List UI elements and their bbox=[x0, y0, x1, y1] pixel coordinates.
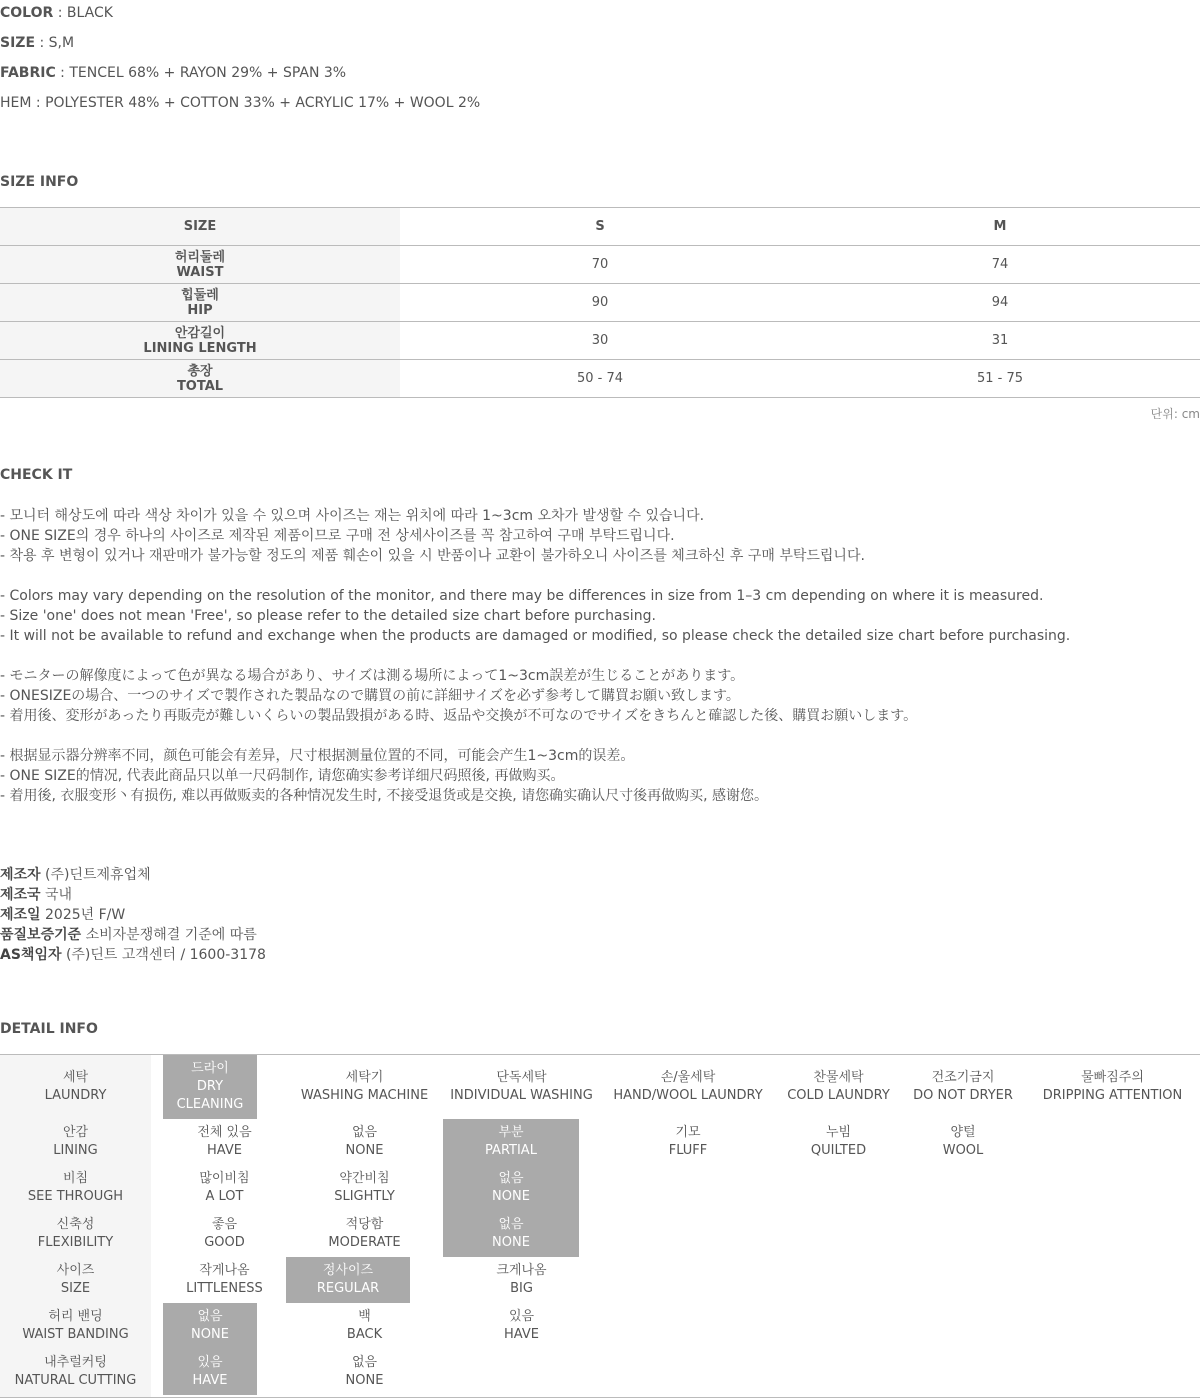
notes-chinese bbox=[0, 746, 1070, 806]
detail-text: 많이비침 bbox=[199, 1171, 250, 1186]
table-row bbox=[0, 284, 1200, 322]
detail-row-label bbox=[0, 1257, 151, 1303]
note-line: - Colors may vary depending on the resolution of the monitor, and there may be differences in size from 1–3 cm depending on where it is measured. bbox=[0, 588, 1044, 604]
row-label-ko: 허리둘레 bbox=[174, 249, 226, 265]
detail-option bbox=[443, 1303, 600, 1349]
row-label-en: WAIST bbox=[176, 264, 224, 280]
notes-japanese bbox=[0, 666, 1070, 726]
detail-option bbox=[901, 1119, 1025, 1165]
detail-text: 크게나옴 bbox=[496, 1263, 547, 1278]
detail-option bbox=[163, 1303, 257, 1349]
row-label bbox=[0, 360, 400, 398]
maker-value: 2025년 F/W bbox=[40, 907, 126, 923]
detail-text: 적당함 bbox=[345, 1217, 384, 1232]
detail-text: HAVE bbox=[207, 1143, 242, 1158]
detail-text: PARTIAL bbox=[485, 1143, 537, 1158]
size-value: 51 - 75 bbox=[800, 360, 1200, 398]
row-label-ko: 힙둘레 bbox=[181, 287, 219, 303]
row-label-ko: 총장 bbox=[187, 363, 213, 379]
spec-value: : TENCEL 68% + RAYON 29% + SPAN 3% bbox=[55, 65, 347, 81]
detail-text: A LOT bbox=[205, 1189, 244, 1204]
detail-text: QUILTED bbox=[810, 1143, 867, 1158]
size-info-title: SIZE INFO bbox=[0, 174, 79, 190]
spec-size bbox=[0, 33, 74, 53]
detail-text: CLEANING bbox=[176, 1097, 244, 1112]
detail-text: 전체 있음 bbox=[197, 1125, 252, 1140]
detail-text: 허리 밴딩 bbox=[48, 1309, 103, 1324]
maker-value: 소비자분쟁해결 기준에 따름 bbox=[81, 927, 257, 943]
size-table-header bbox=[0, 208, 1200, 246]
size-value: 74 bbox=[800, 246, 1200, 284]
detail-text: 누빔 bbox=[825, 1125, 852, 1140]
row-label-en: HIP bbox=[187, 302, 213, 318]
detail-text: 신축성 bbox=[56, 1217, 95, 1232]
note-line: - 착용 후 변형이 있거나 재판매가 불가능할 정도의 제품 훼손이 있을 시 반품이나 교환이 불가하오니 사이즈를 체크하신 후 구매 부탁드립니다. bbox=[0, 548, 865, 564]
table-row bbox=[0, 322, 1200, 360]
detail-text: 안감 bbox=[62, 1125, 89, 1140]
detail-text: 있음 bbox=[508, 1309, 535, 1324]
detail-text: 찬물세탁 bbox=[813, 1070, 864, 1085]
unit-label: 단위: cm bbox=[1150, 407, 1200, 421]
spec-label: HEM bbox=[0, 95, 32, 111]
detail-info-title: DETAIL INFO bbox=[0, 1021, 98, 1037]
detail-option bbox=[163, 1165, 286, 1211]
detail-text: 손/울세탁 bbox=[660, 1070, 716, 1085]
note-line: - 着用後, 衣服变形丶有损伤, 难以再做贩卖的各种情况发生时, 不接受退货或是交换, 请您确实确认尺寸後再做购买, 感谢您。 bbox=[0, 788, 769, 804]
detail-row-label bbox=[0, 1349, 151, 1395]
detail-text: 작게나옴 bbox=[199, 1263, 250, 1278]
detail-option bbox=[600, 1119, 776, 1165]
detail-text: COLD LAUNDRY bbox=[787, 1088, 890, 1103]
spec-label: COLOR bbox=[0, 5, 54, 21]
detail-option bbox=[286, 1303, 443, 1349]
detail-text: NONE bbox=[345, 1373, 384, 1388]
spec-label: SIZE bbox=[0, 35, 36, 51]
detail-text: 부분 bbox=[498, 1125, 524, 1140]
detail-text: WAIST BANDING bbox=[22, 1327, 129, 1342]
detail-text: 있음 bbox=[197, 1355, 223, 1370]
size-value: 50 - 74 bbox=[400, 360, 800, 398]
detail-option bbox=[776, 1119, 901, 1165]
detail-option bbox=[163, 1211, 286, 1257]
note-line: - 着用後、変形があったり再販売が難しいくらいの製品毀損がある時、返品や交換が不可なのでサイズをきちんと確認した後、購買お願いします。 bbox=[0, 708, 918, 724]
size-header-label: SIZE bbox=[0, 208, 400, 246]
detail-text: LINING bbox=[53, 1143, 98, 1158]
note-line: - Size 'one' does not mean 'Free', so please refer to the detailed size chart before purchasing. bbox=[0, 608, 656, 624]
maker-info bbox=[0, 865, 266, 965]
maker-line bbox=[0, 865, 266, 885]
detail-text: DRIPPING ATTENTION bbox=[1042, 1088, 1183, 1103]
maker-line bbox=[0, 905, 266, 925]
detail-option bbox=[286, 1055, 443, 1119]
detail-option bbox=[901, 1055, 1025, 1119]
notes-english bbox=[0, 586, 1070, 646]
detail-text: 내추럴커팅 bbox=[44, 1355, 107, 1370]
detail-text: HAVE bbox=[192, 1373, 228, 1388]
size-table bbox=[0, 207, 1200, 398]
table-row bbox=[0, 246, 1200, 284]
detail-text: WASHING MACHINE bbox=[300, 1088, 429, 1103]
detail-text: 약간비침 bbox=[339, 1171, 390, 1186]
detail-option bbox=[600, 1055, 776, 1119]
detail-option bbox=[286, 1211, 443, 1257]
detail-text: NONE bbox=[191, 1327, 229, 1342]
note-line: - 모니터 해상도에 따라 색상 차이가 있을 수 있으며 사이즈는 재는 위치에 따라 1~3cm 오차가 발생할 수 있습니다. bbox=[0, 508, 705, 524]
detail-text: FLEXIBILITY bbox=[37, 1235, 114, 1250]
spec-value: : BLACK bbox=[53, 5, 113, 21]
maker-value: 국내 bbox=[40, 887, 73, 903]
detail-text: 세탁 bbox=[62, 1070, 89, 1085]
detail-text: NONE bbox=[492, 1189, 530, 1204]
note-line: - It will not be available to refund and exchange when the products are damaged or modified, so please check the detailed size chart before purchasing. bbox=[0, 628, 1071, 644]
detail-option bbox=[443, 1055, 600, 1119]
row-label-ko: 안감길이 bbox=[174, 325, 226, 341]
detail-text: LITTLENESS bbox=[186, 1281, 263, 1296]
row-label bbox=[0, 284, 400, 322]
maker-label: 품질보증기준 bbox=[0, 927, 82, 943]
size-value: 30 bbox=[400, 322, 800, 360]
detail-text: 기모 bbox=[675, 1125, 701, 1140]
maker-line bbox=[0, 885, 266, 905]
detail-option bbox=[286, 1257, 410, 1303]
size-col-m: M bbox=[800, 208, 1200, 246]
detail-text: 좋음 bbox=[211, 1217, 238, 1232]
detail-option bbox=[163, 1349, 257, 1395]
detail-text: HAVE bbox=[504, 1327, 539, 1342]
detail-text: FLUFF bbox=[668, 1143, 708, 1158]
detail-text: NONE bbox=[492, 1235, 530, 1250]
detail-text: GOOD bbox=[204, 1235, 245, 1250]
size-col-s: S bbox=[400, 208, 800, 246]
check-it-title: CHECK IT bbox=[0, 467, 73, 483]
detail-text: 드라이 bbox=[191, 1061, 229, 1076]
spec-fabric bbox=[0, 63, 346, 83]
detail-row-label bbox=[0, 1055, 151, 1119]
detail-text: 단독세탁 bbox=[496, 1070, 547, 1085]
detail-text: LAUNDRY bbox=[44, 1088, 107, 1103]
detail-text: DO NOT DRYER bbox=[913, 1088, 1013, 1103]
table-row bbox=[0, 360, 1200, 398]
detail-text: 건조기금지 bbox=[931, 1070, 995, 1085]
detail-text: 사이즈 bbox=[56, 1263, 95, 1278]
detail-text: NONE bbox=[345, 1143, 384, 1158]
detail-text: 세탁기 bbox=[345, 1070, 384, 1085]
detail-text: 없음 bbox=[498, 1217, 524, 1232]
detail-text: 백 bbox=[358, 1309, 371, 1324]
row-label-en: TOTAL bbox=[176, 378, 224, 394]
maker-label: 제조국 bbox=[0, 887, 41, 903]
row-label bbox=[0, 322, 400, 360]
detail-text: BACK bbox=[346, 1327, 383, 1342]
detail-text: 없음 bbox=[197, 1309, 223, 1324]
maker-value: (주)딘트 고객센터 / 1600-3178 bbox=[61, 947, 266, 963]
detail-option bbox=[776, 1055, 901, 1119]
detail-option bbox=[443, 1257, 600, 1303]
maker-value: (주)딘트제휴업체 bbox=[40, 867, 151, 883]
detail-option bbox=[163, 1055, 257, 1119]
detail-option bbox=[163, 1257, 286, 1303]
detail-text: 양털 bbox=[950, 1125, 976, 1140]
detail-text: NATURAL CUTTING bbox=[14, 1373, 137, 1388]
notes-korean bbox=[0, 506, 1070, 566]
detail-row-label bbox=[0, 1119, 151, 1165]
note-line: - ONESIZEの場合、一つのサイズで製作された製品なので購買の前に詳細サイズを必ず参考して購買お願い致します。 bbox=[0, 688, 740, 704]
check-it-notes bbox=[0, 506, 1070, 826]
maker-label: AS책임자 bbox=[0, 947, 62, 963]
detail-option bbox=[163, 1119, 286, 1165]
note-line: - ONE SIZE的情况, 代表此商品只以单一尺码制作, 请您确实参考详细尺码照後, 再做购买。 bbox=[0, 768, 565, 784]
spec-label: FABRIC bbox=[0, 65, 56, 81]
size-value: 90 bbox=[400, 284, 800, 322]
spec-hem bbox=[0, 93, 480, 113]
detail-text: SLIGHTLY bbox=[334, 1189, 395, 1204]
detail-text: 없음 bbox=[498, 1171, 524, 1186]
detail-option bbox=[286, 1349, 443, 1395]
note-line: - ONE SIZE의 경우 하나의 사이즈로 제작된 제품이므로 구매 전 상세사이즈를 꼭 참고하여 구매 부탁드립니다. bbox=[0, 528, 675, 544]
detail-text: SEE THROUGH bbox=[27, 1189, 124, 1204]
maker-line bbox=[0, 925, 266, 945]
detail-option bbox=[443, 1119, 579, 1165]
detail-option bbox=[286, 1119, 443, 1165]
row-label-en: LINING LENGTH bbox=[143, 340, 257, 356]
spec-value: : S,M bbox=[35, 35, 75, 51]
detail-text: DRY bbox=[196, 1079, 224, 1094]
detail-row-label bbox=[0, 1303, 151, 1349]
detail-text: MODERATE bbox=[328, 1235, 401, 1250]
detail-text: REGULAR bbox=[316, 1281, 380, 1296]
maker-label: 제조자 bbox=[0, 867, 41, 883]
detail-text: INDIVIDUAL WASHING bbox=[450, 1088, 593, 1103]
spec-value: : POLYESTER 48% + COTTON 33% + ACRYLIC 17% + WOOL 2% bbox=[31, 95, 481, 111]
note-line: - 根据显示器分辨率不同，颜色可能会有差异，尺寸根据测量位置的不同，可能会产生1~3cm的误差。 bbox=[0, 748, 635, 764]
size-value: 94 bbox=[800, 284, 1200, 322]
detail-row-label bbox=[0, 1165, 151, 1211]
detail-text: 비침 bbox=[62, 1171, 89, 1186]
detail-text: SIZE bbox=[60, 1281, 91, 1296]
maker-line bbox=[0, 945, 266, 965]
size-value: 70 bbox=[400, 246, 800, 284]
detail-text: 물빠짐주의 bbox=[1081, 1070, 1144, 1085]
detail-text: WOOL bbox=[942, 1143, 984, 1158]
detail-option bbox=[443, 1165, 579, 1211]
note-line: - モニターの解像度によって色が異なる場合があり、サイズは測る場所によって1~3cm誤差が生じることがあります。 bbox=[0, 668, 745, 684]
detail-text: 정사이즈 bbox=[322, 1263, 374, 1278]
detail-text: BIG bbox=[510, 1281, 533, 1296]
detail-option bbox=[1025, 1055, 1200, 1119]
size-value: 31 bbox=[800, 322, 1200, 360]
detail-option bbox=[443, 1211, 579, 1257]
maker-label: 제조일 bbox=[0, 907, 41, 923]
detail-text: HAND/WOOL LAUNDRY bbox=[613, 1088, 763, 1103]
detail-option bbox=[286, 1165, 443, 1211]
row-label bbox=[0, 246, 400, 284]
detail-text: 없음 bbox=[351, 1125, 378, 1140]
spec-color bbox=[0, 3, 113, 23]
detail-text: 없음 bbox=[351, 1355, 378, 1370]
detail-info-grid bbox=[0, 1054, 1200, 1398]
detail-row-label bbox=[0, 1211, 151, 1257]
